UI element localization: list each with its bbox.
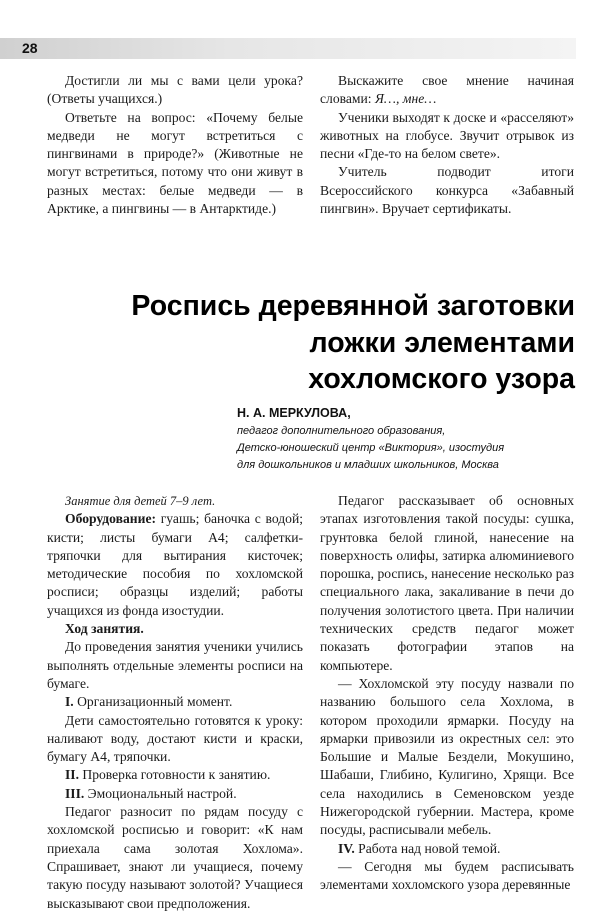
stage-title: Эмоциональный настрой. — [84, 785, 237, 801]
paragraph: Учитель подводит итоги Всероссийского конкурса «Забавный пингвин». Вручает сертификаты. — [320, 164, 574, 217]
section-heading — [47, 620, 303, 638]
stage-number: II. — [65, 767, 79, 783]
italic-phrase: Я…, мне… — [374, 91, 437, 107]
equipment-label: Оборудование: — [65, 511, 157, 527]
stage-number: IV. — [338, 840, 355, 856]
paragraph — [320, 72, 574, 109]
author-affiliation: педагог дополнительного образования, — [237, 425, 446, 437]
stage-heading — [47, 766, 303, 784]
author-affiliation: Детско-юношеский центр «Виктория», изостудия — [237, 442, 505, 454]
bottom-left-column — [47, 492, 303, 913]
top-right-column — [320, 72, 574, 218]
page-number: 28 — [22, 40, 38, 56]
paragraph-text: Выскажите свое мнение начиная словами: — [320, 73, 574, 107]
paragraph: Дети самостоятельно готовятся к уроку: наливают воду, достают кисти и краски, бумагу А4, тряпочки. — [47, 712, 303, 765]
article-title — [55, 288, 575, 398]
equipment-paragraph — [47, 510, 303, 620]
paragraph: Достигли ли мы с вами цели урока? (Ответы учащихся.) — [47, 73, 303, 107]
author-name: Н. А. МЕРКУЛОВА, — [237, 406, 351, 420]
stage-heading — [320, 840, 574, 858]
paragraph: Ученики выходят к доске и «расселяют» животных на глобусе. Звучит отрывок из песни «Где-то на белом свете». — [320, 109, 574, 162]
equipment-text: гуашь; баночка с водой; кисти; листы бумаги А4; салфетки-тряпочки для вытирания кисточек; методические пособия по хохломской росписи; образцы изделий; работы учащихся из фонда изостудии. — [47, 511, 303, 618]
paragraph: Педагог разносит по рядам посуду с хохломской росписью и говорит: «К нам приехала сама золотая Хохлома». Спрашивает, знают ли учащиеся, почему такую посуду называют золотой? Учащиеся высказывают свои предположения. — [47, 804, 303, 911]
paragraph: До проведения занятия ученики учились выполнять отдельные элементы росписи на бумаге. — [47, 639, 303, 691]
paragraph: — Хохломской эту посуду назвали по названию большого села Хохлома, в котором проходили ярмарки. Посуду на ярмарки привозили из окрестных сел: это Большие и Малые Бездели, Мокушино, Шабаши, Глибино, Кулигино, Хрящи. Все села находились в Семеновском уезде Нижегородской губернии. Мастера, кроме посуды, расписывали мебель. — [320, 675, 574, 838]
header-bar — [0, 38, 576, 59]
lesson-audience-text: Занятие для детей 7–9 лет. — [65, 494, 216, 508]
stage-number: III. — [65, 785, 85, 801]
paragraph: — Сегодня мы будем расписывать элементами хохломского узора деревянные — [320, 858, 574, 893]
stage-title: Проверка готовности к занятию. — [78, 767, 271, 783]
title-line: Роспись деревянной заготовки — [131, 290, 575, 322]
bottom-right-column — [320, 492, 574, 895]
stage-number: I. — [65, 694, 74, 710]
progress-label: Ход занятия. — [65, 621, 144, 637]
top-left-column — [47, 72, 303, 218]
stage-heading — [47, 693, 303, 711]
stage-title: Организационный момент. — [73, 694, 233, 710]
paragraph: Ответьте на вопрос: «Почему белые медведи не могут встретиться с пингвинами в природе?» (Животные не могут встретиться, потому что они живут в разных местах: белые медведи — в Арктике, а пингвины — в Антарктиде.) — [47, 109, 303, 217]
stage-heading — [47, 785, 303, 803]
title-line: хохломского узора — [308, 363, 575, 395]
lesson-audience — [47, 492, 303, 510]
title-line: ложки элементами — [309, 326, 575, 359]
paragraph: Педагог рассказывает об основных этапах изготовления такой посуды: сушка, грунтовка белой глиной, нанесение на поверхность олифы, затирка алюминиевого порошка, роспись, нанесение несколько раз специального лака, закаливание в печи до получения золотистого цвета. При наличии технических средств педагог может показать фотографии этапов на компьютере. — [320, 493, 574, 673]
author-block — [237, 404, 577, 474]
author-affiliation: для дошкольников и младших школьников, Москва — [237, 459, 499, 471]
stage-title: Работа над новой темой. — [354, 840, 501, 856]
